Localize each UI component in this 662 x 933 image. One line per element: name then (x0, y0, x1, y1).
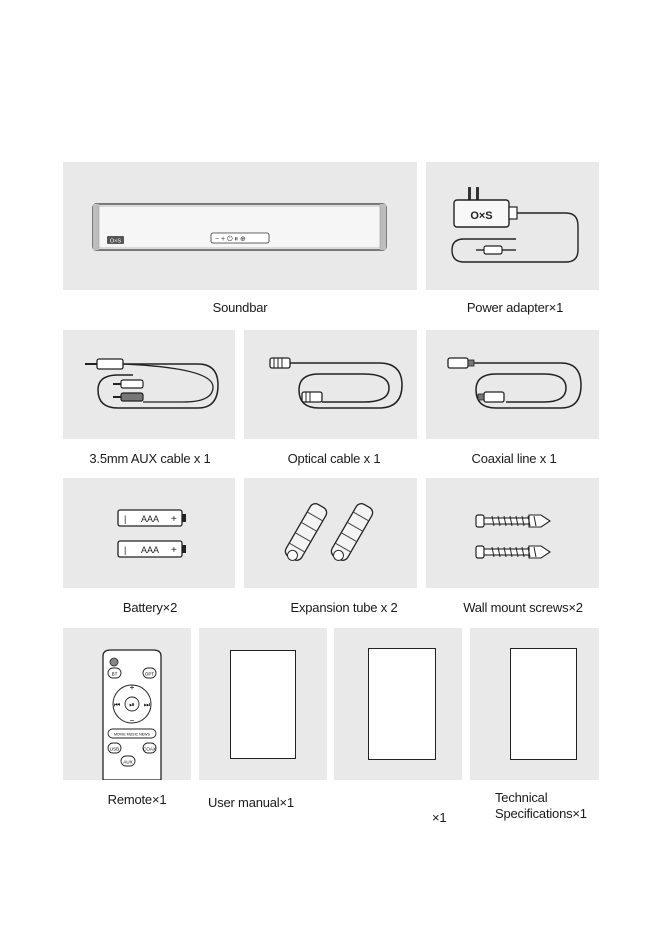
svg-text:⏮: ⏮ (113, 702, 121, 709)
tech-specs-line2: Specifications×1 (495, 806, 587, 821)
aux-cable-illustration (63, 330, 235, 439)
svg-text:⏯: ⏯ (129, 702, 135, 709)
wall-screws-tile (426, 478, 599, 588)
battery-label-1: AAA (140, 514, 160, 524)
remote-illustration (63, 628, 191, 780)
optical-cable-tile (244, 330, 417, 439)
soundbar-buttons: − + ⏻ ⏸ ⊕ (215, 236, 246, 243)
blank-document-tile (334, 628, 462, 780)
coaxial-line-tile (426, 330, 599, 439)
remote-tile (63, 628, 191, 780)
remote-coax-key: COAX (143, 746, 156, 752)
coaxial-line-caption: Coaxial line x 1 (471, 451, 557, 466)
adapter-logo: O×S (470, 210, 493, 222)
battery-caption: Battery×2 (122, 600, 178, 615)
tech-specs-line1: Technical (495, 790, 548, 805)
battery-illustration (63, 478, 235, 588)
aux-cable-caption: 3.5mm AUX cable x 1 (89, 451, 211, 466)
blank-document-page (368, 648, 436, 760)
tech-specs-page (510, 648, 577, 760)
user-manual-page (230, 650, 296, 759)
power-adapter-tile (426, 162, 599, 290)
optical-cable-illustration (244, 330, 417, 439)
svg-text:|: | (124, 545, 127, 555)
remote-opt-key: OPT (144, 671, 155, 677)
coaxial-line-illustration (426, 330, 599, 439)
wall-screws-illustration (426, 478, 599, 588)
battery-tile (63, 478, 235, 588)
battery-label-2: AAA (140, 545, 160, 555)
soundbar-caption: Soundbar (212, 300, 268, 315)
remote-usb-key: USB (109, 746, 120, 752)
remote-mode-key: MOVIE MUSIC NEWS (114, 732, 150, 737)
expansion-tube-caption: Expansion tube x 2 (290, 600, 398, 615)
soundbar-illustration (63, 162, 417, 290)
remote-caption: Remote×1 (107, 792, 167, 807)
power-adapter-illustration (426, 162, 599, 290)
remote-bt-key: BT (111, 671, 118, 677)
svg-text:+: + (171, 514, 177, 525)
user-manual-tile (199, 628, 327, 780)
optical-cable-caption: Optical cable x 1 (287, 451, 381, 466)
blank-document-qty: ×1 (432, 810, 447, 825)
tech-specs-tile (470, 628, 599, 780)
svg-text:−: − (129, 716, 135, 725)
svg-text:|: | (124, 514, 127, 524)
tech-specs-caption (495, 790, 605, 822)
user-manual-caption: User manual×1 (208, 795, 294, 810)
soundbar-logo: O×S (109, 238, 122, 245)
power-adapter-caption: Power adapter×1 (466, 300, 564, 315)
svg-text:+: + (129, 683, 135, 692)
remote-aux-key: AUX (123, 759, 133, 765)
wall-screws-caption: Wall mount screws×2 (463, 600, 583, 615)
svg-text:⏭: ⏭ (143, 702, 151, 709)
remote-power-icon (110, 658, 118, 666)
soundbar-tile (63, 162, 417, 290)
expansion-tube-tile (244, 478, 417, 588)
svg-text:+: + (171, 545, 177, 556)
aux-cable-tile (63, 330, 235, 439)
expansion-tube-illustration (244, 478, 417, 588)
